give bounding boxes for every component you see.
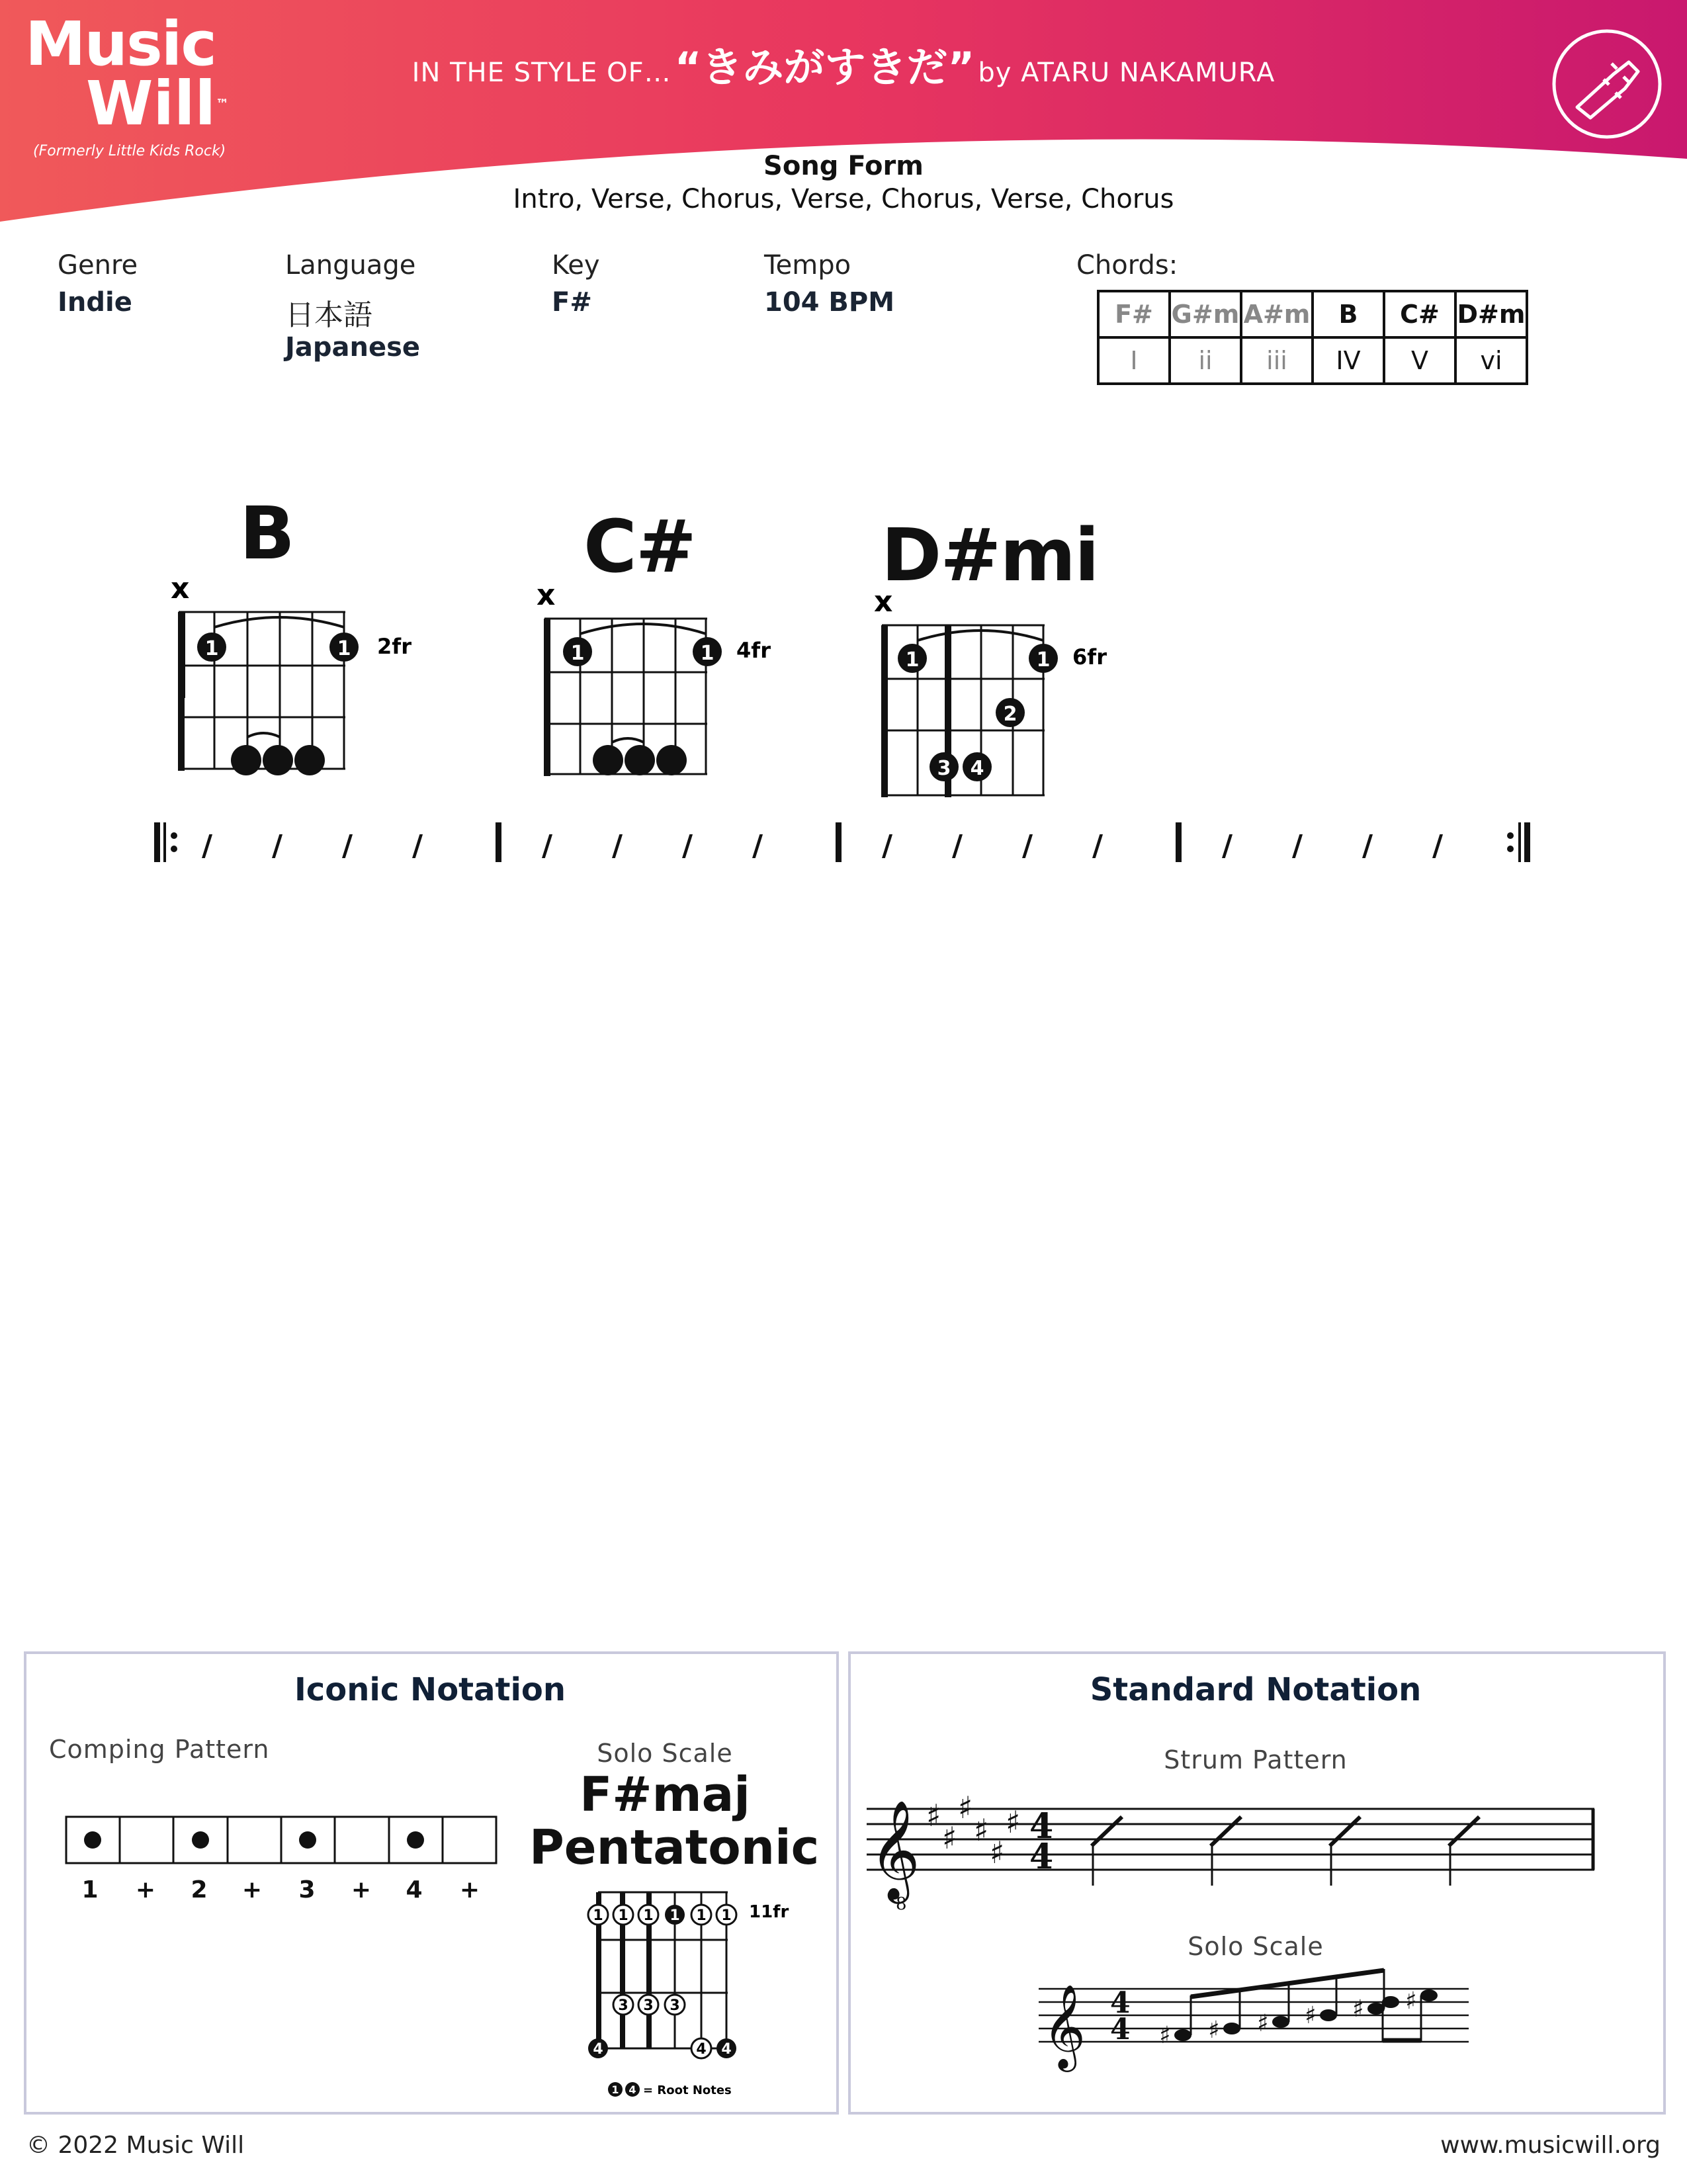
- svg-text:1: 1: [593, 1907, 603, 1924]
- svg-text:♯: ♯: [990, 1835, 1005, 1870]
- strum-pattern-label: Strum Pattern: [1164, 1745, 1348, 1774]
- scale-name: [529, 1767, 820, 1875]
- count-label: +: [241, 1876, 263, 1903]
- comping-pattern-grid: [64, 1814, 504, 1907]
- song-form-value: Intro, Verse, Chorus, Verse, Chorus, Verse, Chorus: [513, 184, 1174, 214]
- svg-text:4: 4: [721, 2041, 732, 2058]
- fret-label: 4fr: [736, 638, 771, 663]
- svg-text:♯: ♯: [942, 1820, 957, 1856]
- strum-pattern-staff: [860, 1780, 1601, 1912]
- svg-text:1: 1: [337, 637, 351, 660]
- rhythm-slash: /: [682, 829, 693, 863]
- svg-text:4: 4: [696, 2041, 707, 2058]
- guitar-headstock-icon: [1551, 28, 1663, 140]
- count-label: +: [351, 1876, 372, 1903]
- svg-text:1: 1: [696, 1907, 707, 1924]
- song-form-title: Song Form: [763, 151, 924, 181]
- svg-text:♯: ♯: [958, 1790, 973, 1825]
- svg-text:1: 1: [670, 1907, 680, 1924]
- logo-subtitle: (Formerly Little Kids Rock): [33, 143, 226, 159]
- chord-cell: B: [1313, 291, 1384, 337]
- numeral-cell: ii: [1170, 337, 1241, 384]
- svg-text:1: 1: [1036, 648, 1051, 672]
- tempo-value: 104 BPM: [764, 287, 895, 318]
- chord-name-csharp: C#: [584, 504, 695, 589]
- solo-scale-std-label: Solo Scale: [1188, 1932, 1324, 1961]
- svg-text:𝄞: 𝄞: [1043, 1984, 1086, 2068]
- tempo-label: Tempo: [764, 250, 851, 281]
- root-note-legend: = Root Notes: [643, 2083, 732, 2097]
- count-label: 1: [81, 1876, 99, 1903]
- svg-text:♯: ♯: [1405, 1987, 1417, 2015]
- scale-fretboard-diagram: [582, 1887, 800, 2105]
- rhythm-slash: /: [342, 829, 353, 863]
- key-label: Key: [552, 250, 600, 281]
- chord-cell: F#: [1098, 291, 1170, 337]
- rhythm-slash: /: [882, 829, 893, 863]
- svg-text:1: 1: [611, 2083, 619, 2096]
- svg-text:1: 1: [905, 648, 920, 672]
- svg-text:3: 3: [618, 1997, 628, 2014]
- count-label: 4: [406, 1876, 423, 1903]
- svg-text:♯: ♯: [1006, 1804, 1021, 1840]
- count-label: +: [135, 1876, 156, 1903]
- svg-text:2: 2: [1003, 703, 1017, 726]
- genre-value: Indie: [58, 287, 132, 318]
- chords-label: Chords:: [1076, 250, 1178, 281]
- language-label: Language: [285, 250, 416, 281]
- svg-text:♯: ♯: [1305, 2002, 1317, 2029]
- rhythm-slash: /: [1362, 829, 1373, 863]
- fret-label: 6fr: [1072, 644, 1107, 670]
- numeral-cell: vi: [1455, 337, 1527, 384]
- svg-text:♯: ♯: [1208, 2017, 1220, 2044]
- rhythm-slash: /: [202, 829, 213, 863]
- chord-diagram-csharp: [525, 576, 789, 801]
- logo-line1: Music: [25, 9, 216, 79]
- svg-text:1: 1: [643, 1907, 654, 1924]
- numeral-cell: IV: [1313, 337, 1384, 384]
- key-value: F#: [552, 287, 592, 318]
- svg-text:♯: ♯: [1159, 2022, 1171, 2049]
- website-link[interactable]: www.musicwill.org: [1440, 2132, 1661, 2159]
- svg-text:3: 3: [643, 1997, 654, 2014]
- rhythm-slash: /: [542, 829, 553, 863]
- chord-name-dsharpmi: D#mi: [881, 513, 1098, 597]
- svg-text:♯: ♯: [1257, 2010, 1269, 2037]
- mute-marker: x: [874, 585, 893, 619]
- fret-label: 2fr: [377, 634, 411, 659]
- rhythm-slash: /: [412, 829, 423, 863]
- count-label: 3: [298, 1876, 316, 1903]
- svg-text:1: 1: [570, 642, 585, 665]
- solo-scale-label: Solo Scale: [597, 1739, 733, 1768]
- count-label: 2: [191, 1876, 208, 1903]
- rhythm-slash: /: [1022, 829, 1033, 863]
- svg-text:♯: ♯: [974, 1812, 989, 1848]
- svg-text:1: 1: [204, 637, 219, 660]
- mute-marker: x: [537, 578, 556, 612]
- standard-notation-title: Standard Notation: [1090, 1671, 1422, 1708]
- chord-diagram-b: [159, 569, 423, 794]
- style-prefix: IN THE STYLE OF…: [411, 58, 671, 88]
- svg-text:3: 3: [670, 1997, 680, 2014]
- rhythm-bar: [149, 817, 1545, 873]
- mute-marker: x: [171, 572, 190, 605]
- rhythm-slash: /: [1432, 829, 1444, 863]
- scale-fret-label: 11fr: [749, 1902, 789, 1922]
- scale-name-line1: F#maj: [580, 1767, 750, 1822]
- iconic-notation-title: Iconic Notation: [294, 1671, 566, 1708]
- comping-pattern-label: Comping Pattern: [49, 1735, 270, 1764]
- svg-text:𝄞: 𝄞: [869, 1799, 920, 1900]
- genre-label: Genre: [58, 250, 138, 281]
- chord-name-b: B: [239, 491, 294, 576]
- scale-name-line2: Pentatonic: [529, 1819, 820, 1875]
- chord-diagram-dsharpmi: [862, 582, 1127, 807]
- svg-text:♯: ♯: [1352, 1995, 1364, 2023]
- language-value: Japanese: [285, 332, 421, 363]
- svg-text:4: 4: [593, 2041, 603, 2058]
- copyright-text: © 2022 Music Will: [26, 2132, 245, 2159]
- chord-table: [1097, 290, 1528, 385]
- numeral-cell: I: [1098, 337, 1170, 384]
- svg-text:4: 4: [1029, 1806, 1054, 1847]
- svg-text:1: 1: [700, 642, 714, 665]
- rhythm-slash: /: [1092, 829, 1103, 863]
- svg-text:8: 8: [896, 1894, 907, 1912]
- song-heading: [0, 34, 1687, 93]
- count-label: +: [459, 1876, 480, 1903]
- language-native: 日本語: [285, 298, 372, 332]
- svg-text:♯: ♯: [926, 1798, 941, 1833]
- rhythm-slash: /: [272, 829, 283, 863]
- chord-cell: C#: [1384, 291, 1455, 337]
- svg-text:4: 4: [970, 757, 984, 780]
- solo-scale-staff: [1032, 1958, 1482, 2084]
- rhythm-slash: /: [752, 829, 763, 863]
- svg-text:4: 4: [1110, 2013, 1131, 2046]
- chord-cell: A#m: [1241, 291, 1313, 337]
- svg-text:4: 4: [628, 2083, 636, 2096]
- logo-line2: Will™: [86, 68, 230, 139]
- chord-cell: D#m: [1455, 291, 1527, 337]
- rhythm-slash: /: [1222, 829, 1233, 863]
- rhythm-slash: /: [952, 829, 963, 863]
- svg-text:4: 4: [1029, 1837, 1054, 1877]
- artist-name: by ATARU NAKAMURA: [978, 58, 1276, 88]
- svg-text:3: 3: [937, 757, 951, 780]
- numeral-cell: iii: [1241, 337, 1313, 384]
- song-title: “きみがすきだ”: [674, 43, 975, 91]
- rhythm-slash: /: [1292, 829, 1303, 863]
- chord-cell: G#m: [1170, 291, 1241, 337]
- svg-text:1: 1: [618, 1907, 628, 1924]
- numeral-cell: V: [1384, 337, 1455, 384]
- rhythm-slash: /: [612, 829, 623, 863]
- svg-text:4: 4: [1110, 1986, 1131, 2020]
- svg-text:1: 1: [721, 1907, 732, 1924]
